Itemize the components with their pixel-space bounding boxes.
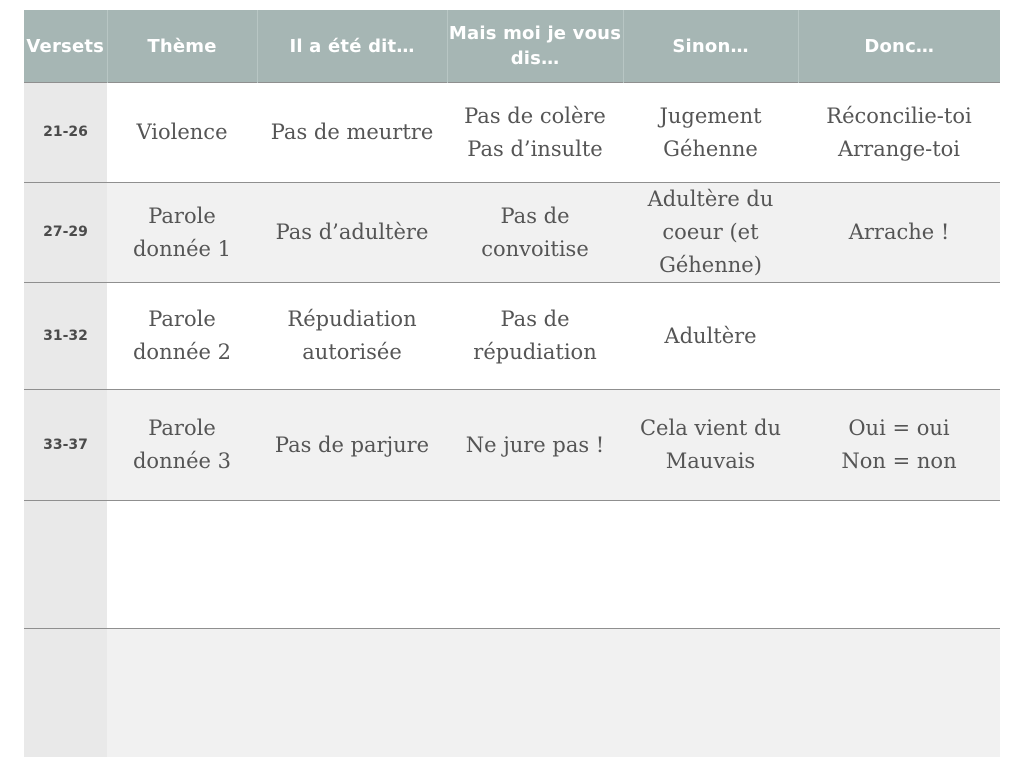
therefore-cell: Oui = oui Non = non (798, 390, 1000, 501)
theme-cell: Parole donnée 1 (107, 183, 257, 283)
said-cell (257, 501, 447, 629)
table-row (24, 501, 1000, 629)
therefore-cell (798, 501, 1000, 629)
otherwise-cell: Jugement Géhenne (659, 103, 762, 161)
table-row (24, 283, 1000, 390)
otherwise-cell (623, 501, 798, 629)
otherwise-cell: Cela vient du Mauvais (623, 390, 798, 501)
verse-cell: 31-32 (24, 283, 107, 390)
verse-cell: 21-26 (24, 83, 107, 183)
theme-cell (107, 629, 257, 757)
header-versets: Versets (24, 10, 107, 83)
but-cell (447, 501, 623, 629)
sermon-table (24, 10, 1000, 757)
therefore-cell (798, 283, 1000, 390)
otherwise-cell: Adultère du coeur (et Géhenne) (623, 183, 798, 283)
table-row (24, 83, 1000, 183)
header-mais-moi: Mais moi je vous dis… (447, 10, 623, 83)
therefore-cell (798, 629, 1000, 757)
but-cell: Ne jure pas ! (447, 390, 623, 501)
but-cell: Pas de convoitise (447, 183, 623, 283)
otherwise-cell (623, 629, 798, 757)
verse-cell (24, 629, 107, 757)
said-cell: Répudiation autorisée (287, 307, 417, 364)
verse-cell: 27-29 (24, 183, 107, 283)
theme-cell: Violence (136, 120, 228, 144)
said-cell: Pas de parjure (257, 390, 447, 501)
theme-cell: Parole donnée 3 (107, 390, 257, 501)
theme-cell (107, 501, 257, 629)
header-il-a-ete-dit: Il a été dit… (257, 10, 447, 83)
table-row (24, 183, 1000, 283)
theme-cell: Parole donnée 2 (132, 307, 232, 364)
table-row (24, 629, 1000, 757)
header-theme: Thème (107, 10, 257, 83)
header-donc: Donc… (798, 10, 1000, 83)
otherwise-cell: Adultère (664, 323, 757, 348)
therefore-cell: Arrache ! (798, 183, 1000, 283)
header-sinon: Sinon… (623, 10, 798, 83)
verse-cell (24, 501, 107, 629)
said-cell (257, 629, 447, 757)
but-cell (447, 629, 623, 757)
table-row (24, 390, 1000, 501)
said-cell: Pas de meurtre (270, 120, 434, 144)
header-row (24, 10, 1000, 83)
said-cell: Pas d’adultère (257, 183, 447, 283)
but-cell: Pas de répudiation (473, 307, 597, 364)
verse-cell: 33-37 (24, 390, 107, 501)
therefore-cell: Réconcilie-toi Arrange-toi (826, 103, 972, 161)
but-cell: Pas de colère Pas d’insulte (464, 103, 606, 161)
